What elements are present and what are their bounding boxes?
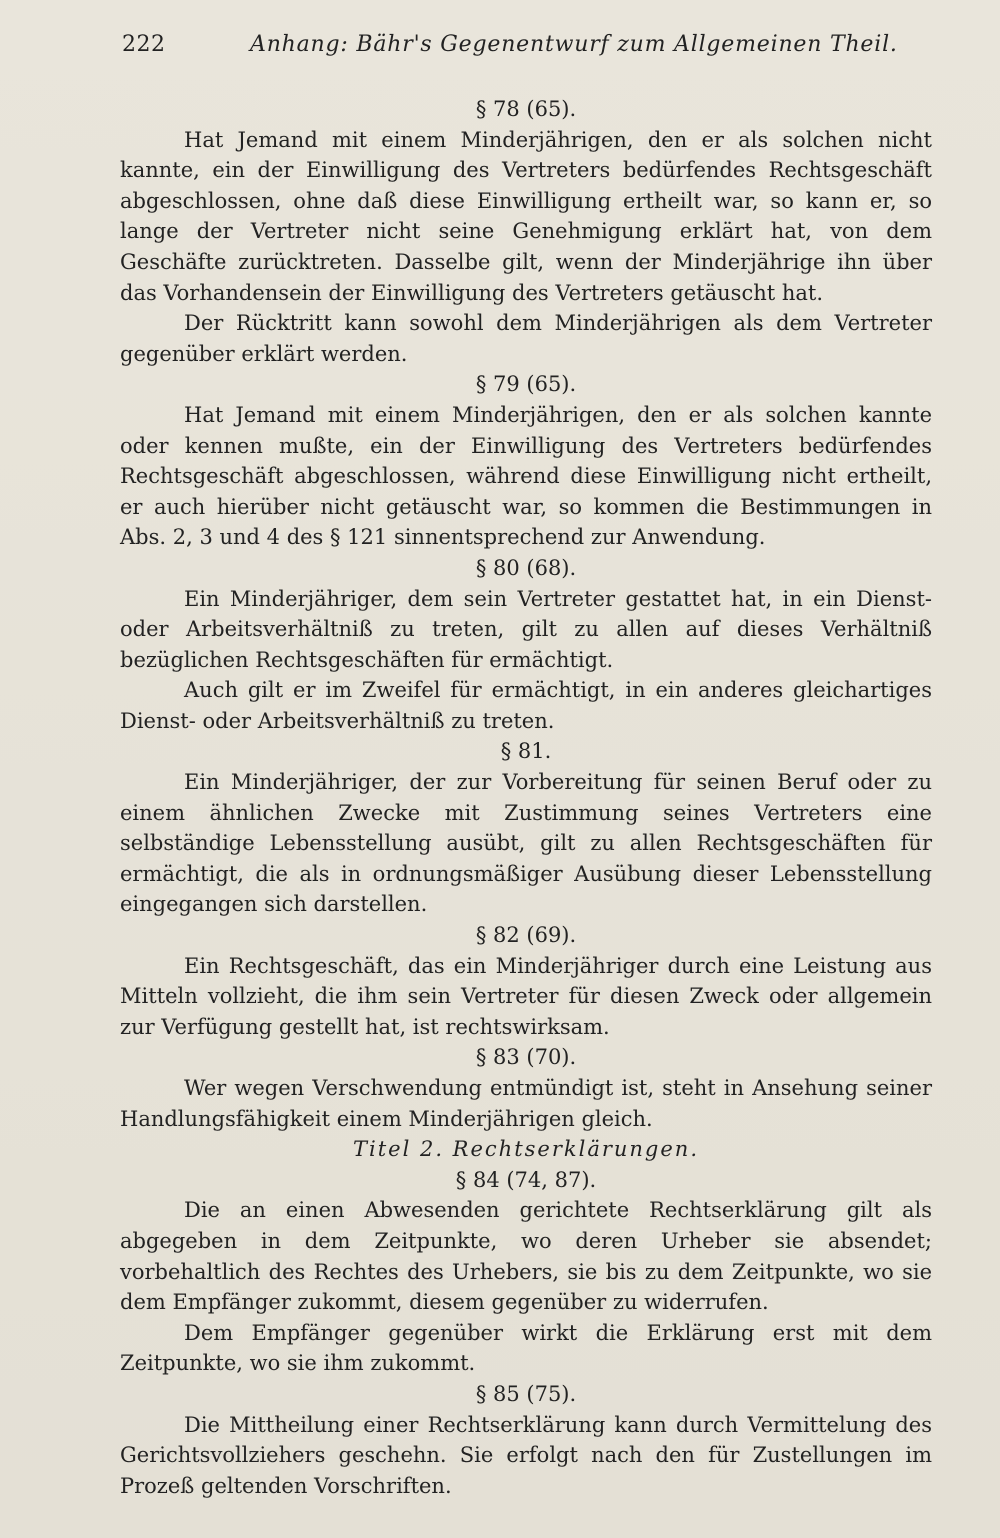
paragraph: Die an einen Abwesenden gerichtete Rechtserklärung gilt als abgegeben in dem Zeitpunkte, wo deren Urheber sie absendet; vorbehaltlich des Rechtes des Urhebers, sie bis zu dem Zeitpunkte, wo sie dem Empfänger zukommt, diesem gegenüber zu widerrufen. — [120, 1198, 932, 1315]
section-85 — [120, 1379, 932, 1501]
paragraph: Dem Empfänger gegenüber wirkt die Erklärung erst mit dem Zeitpunkte, wo sie ihm zukommt. — [120, 1320, 932, 1376]
section-heading: § 84 (74, 87). — [455, 1167, 597, 1192]
section-79 — [120, 369, 932, 553]
section-81 — [120, 736, 932, 920]
section-83 — [120, 1042, 932, 1134]
title-heading: Titel 2. Rechtserklärungen. — [352, 1137, 700, 1162]
section-heading: § 81. — [500, 739, 552, 764]
paragraph: Ein Rechtsgeschäft, das ein Minderjähriger durch eine Leistung aus Mitteln vollzieht, die ihm sein Vertreter für diesen Zweck oder allgemein zur Verfügung gestellt hat, ist rechtswirksam. — [120, 953, 932, 1039]
paragraph: Ein Minderjähriger, der zur Vorbereitung für seinen Beruf oder zu einem ähnlichen Zwecke mit Zustimmung seines Vertreters eine selbständige Lebensstellung ausübt, gilt zu allen Rechtsgeschäften für ermächtigt, die als in ordnungsmäßiger Ausübung dieser Lebensstellung eingegangen sich darstellen. — [120, 770, 932, 917]
section-heading: § 79 (65). — [475, 372, 577, 397]
section-84 — [120, 1165, 932, 1379]
paragraph: Auch gilt er im Zweifel für ermächtigt, in ein anderes gleichartiges Dienst- oder Arbeitsverhältniß zu treten. — [120, 678, 932, 733]
section-heading: § 82 (69). — [475, 923, 577, 948]
section-heading: § 85 (75). — [475, 1381, 577, 1406]
paragraph: Ein Minderjähriger, dem sein Vertreter gestattet hat, in ein Dienst- oder Arbeitsverhältniß zu treten, gilt zu allen auf dieses Verhältniß bezüglichen Rechtsgeschäften für ermächtigt. — [120, 586, 932, 672]
page-number: 222 — [122, 32, 166, 57]
running-title: Anhang: Bähr's Gegenentwurf zum Allgemeinen Theil. — [250, 32, 898, 57]
paragraph: Der Rücktritt kann sowohl dem Minderjährigen als dem Vertreter gegenüber erklärt werden. — [120, 311, 932, 366]
paragraph: Hat Jemand mit einem Minderjährigen, den er als solchen nicht kannte, ein der Einwilligung des Vertreters bedürfendes Rechtsgeschäft abgeschlossen, ohne daß diese Einwilligung ertheilt war, so kann er, so lange der Vertreter nicht seine Genehmigung erklärt hat, von dem Geschäfte zurücktreten. Dasselbe gilt, wenn der Minderjährige ihn über das Vorhandensein der Einwilligung des Vertreters getäuscht hat. — [120, 127, 932, 305]
section-82 — [120, 920, 932, 1042]
paragraph: Hat Jemand mit einem Minderjährigen, den er als solchen kannte oder kennen mußte, ein der Einwilligung des Vertreters bedürfendes Rechtsgeschäft abgeschlossen, während diese Einwilligung nicht ertheilt, er auch hierüber nicht getäuscht war, so kommen die Bestimmungen in Abs. 2, 3 und 4 des § 121 sinnentsprechend zur Anwendung. — [120, 402, 932, 550]
section-78 — [120, 94, 932, 369]
paragraph: Wer wegen Verschwendung entmündigt ist, steht in Ansehung seiner Handlungsfähigkeit einem Minderjährigen gleich. — [120, 1076, 932, 1131]
running-head — [122, 32, 942, 66]
paragraph: Die Mittheilung einer Rechtserklärung kann durch Vermittelung des Gerichtsvollziehers geschehn. Sie erfolgt nach den für Zustellungen im Prozeß geltenden Vorschriften. — [120, 1412, 932, 1498]
page-body — [120, 94, 932, 1501]
section-heading: § 78 (65). — [475, 97, 577, 121]
section-heading: § 83 (70). — [475, 1045, 577, 1070]
section-heading: § 80 (68). — [475, 555, 577, 580]
section-80 — [120, 553, 932, 737]
